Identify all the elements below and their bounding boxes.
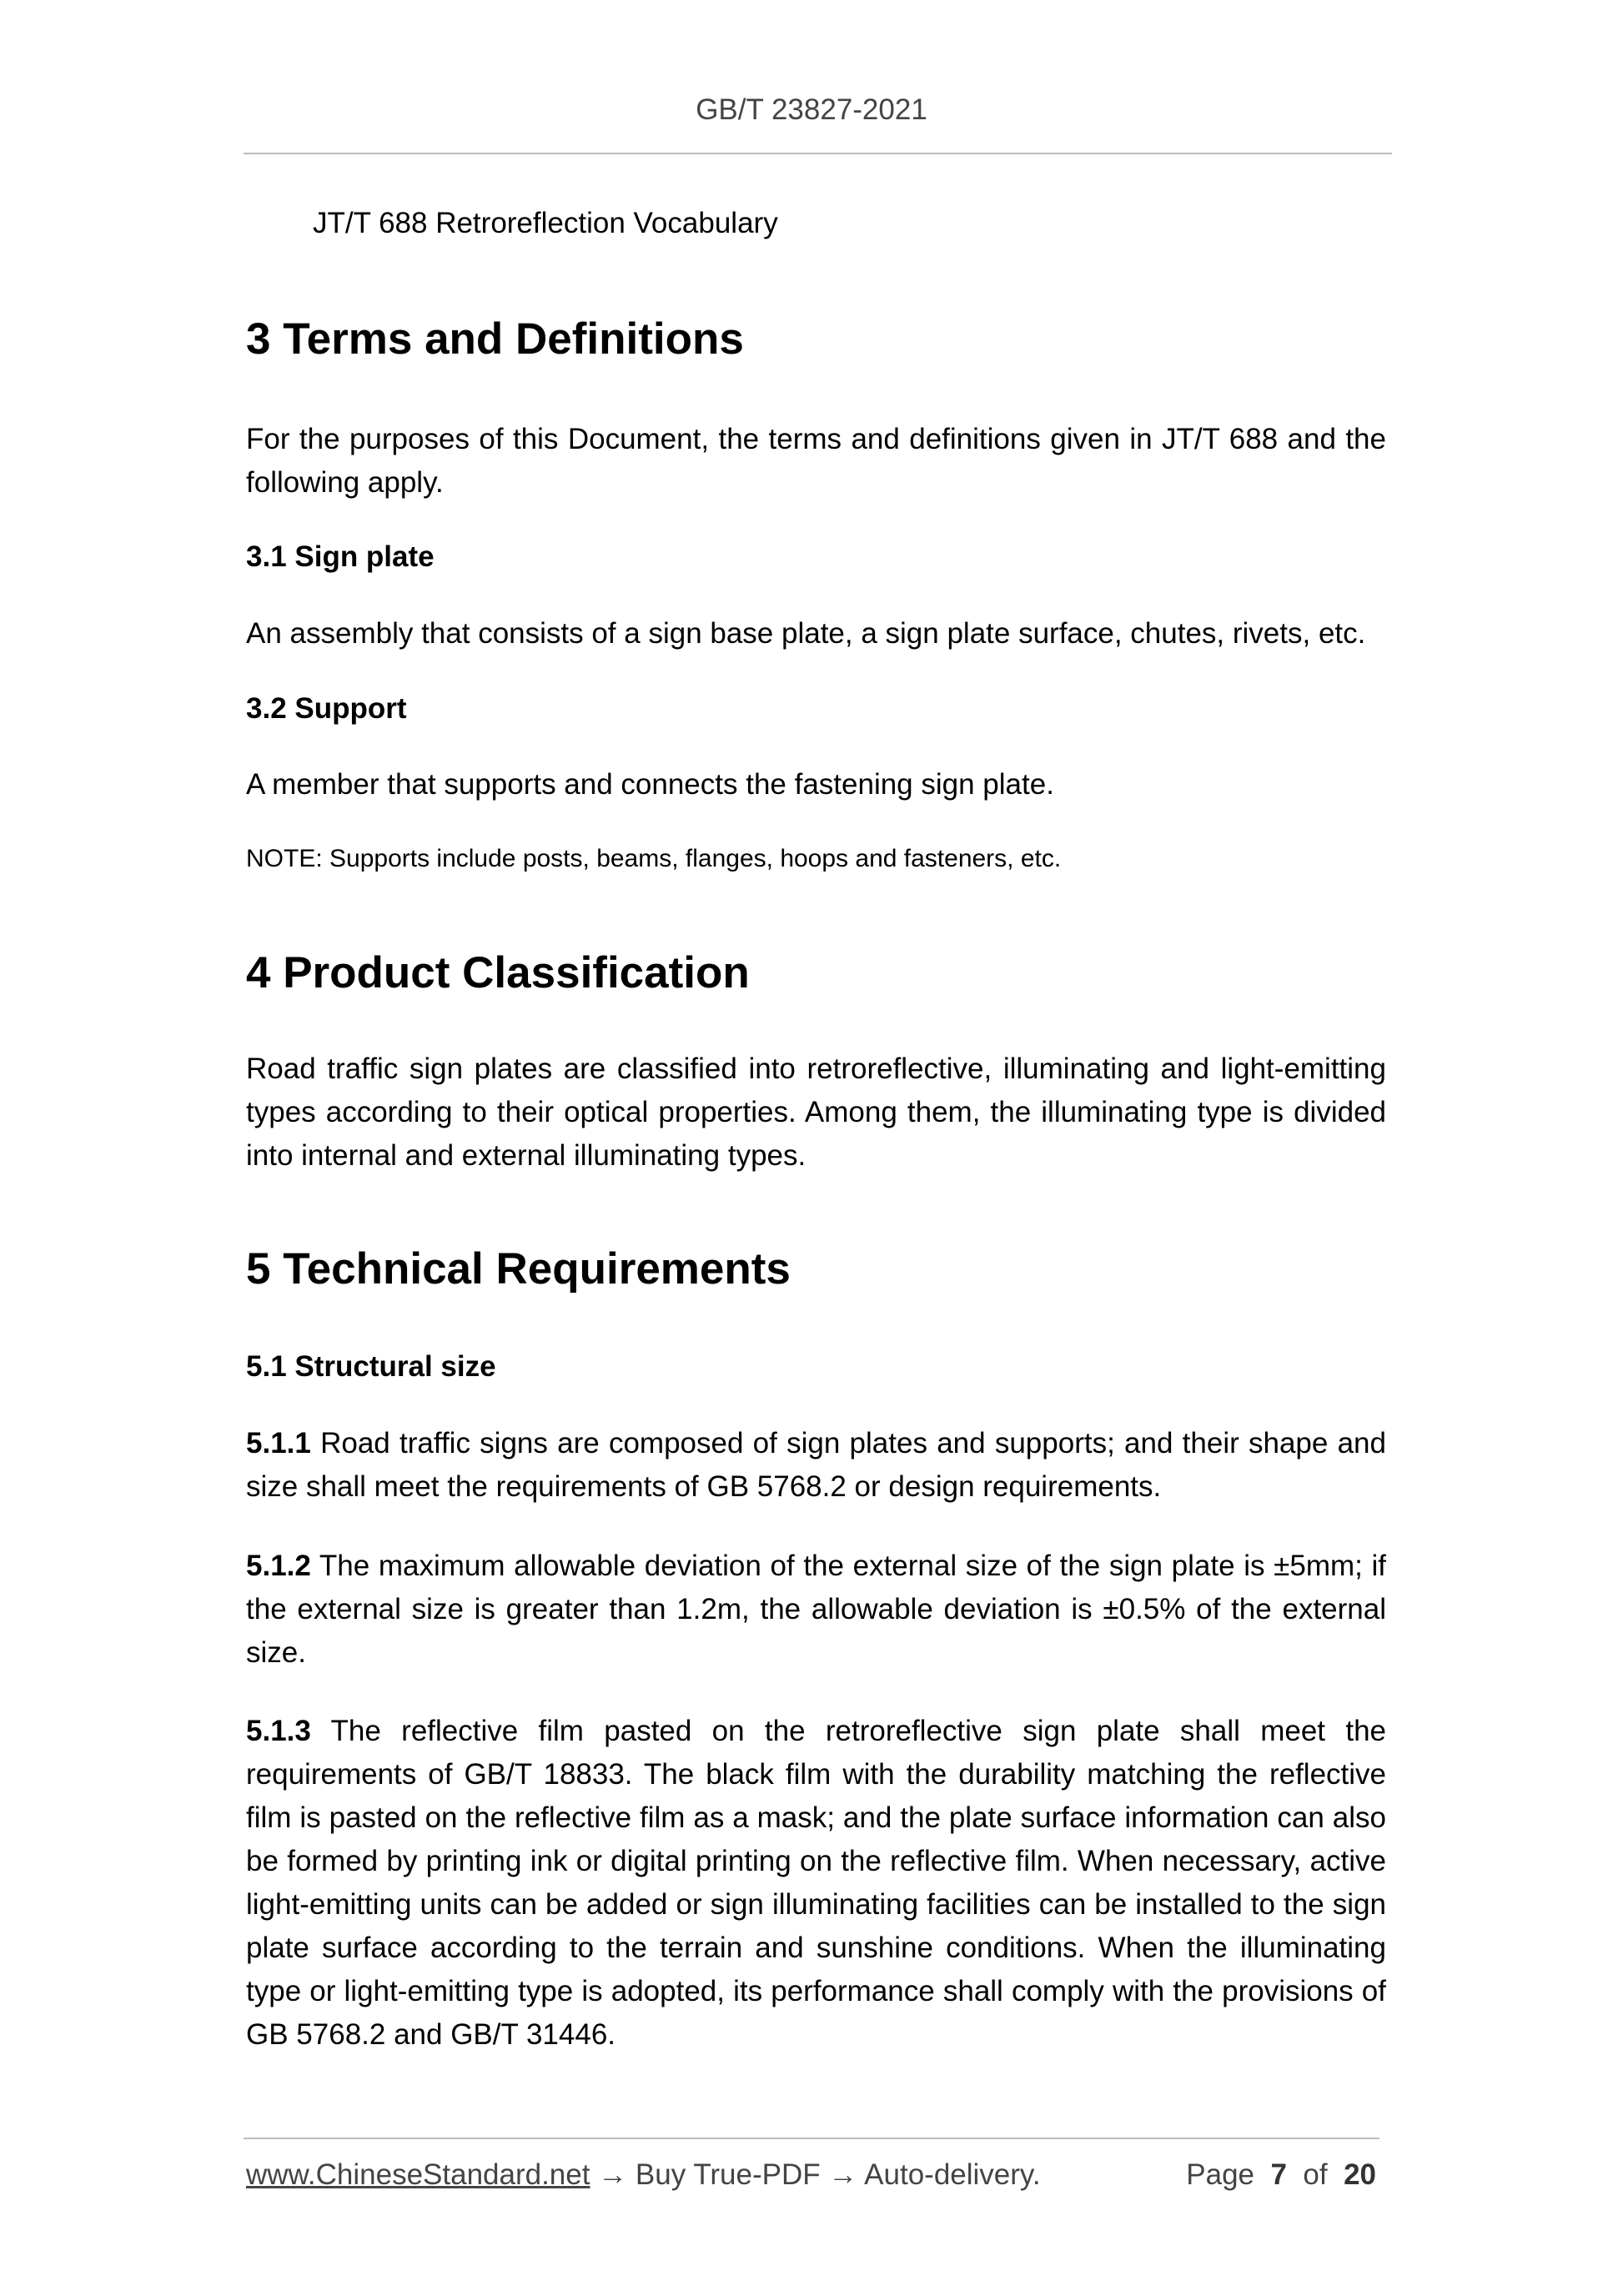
page-of-label: of — [1303, 2158, 1328, 2191]
clause-5-1-2-number: 5.1.2 — [246, 1550, 311, 1582]
section-3-intro-line2: following apply. — [246, 466, 444, 499]
section-3-intro-line1: For the purposes of this Document, the terms and definitions given in JT/T 688 and the — [246, 423, 1386, 455]
reference-line: JT/T 688 Retroreflection Vocabulary — [313, 207, 778, 239]
clause-5-1-1-text: Road traffic signs are composed of sign plates and supports; and their shape and size shall meet the requirements of GB 5768.2 or design requirements. — [246, 1427, 1386, 1503]
header-divider — [244, 153, 1392, 154]
clause-5-1-2 — [246, 1545, 1386, 1675]
term-3-1-text: An assembly that consists of a sign base plate, a sign plate surface, chutes, rivets, etc. — [246, 617, 1366, 650]
term-3-2-heading: 3.2 Support — [246, 692, 407, 725]
clause-5-1-1 — [246, 1422, 1386, 1509]
footer-website-link[interactable]: www.ChineseStandard.net — [246, 2158, 590, 2191]
clause-5-1-1-number: 5.1.1 — [246, 1427, 311, 1459]
page-total: 20 — [1344, 2158, 1376, 2191]
section-4-title: 4 Product Classification — [246, 948, 750, 997]
clause-5-1-3-text: The reflective film pasted on the retroreflective sign plate shall meet the requirements of GB/T 18833. The black film with the durability matching the reflective film is pasted on the reflective film as a mask; and the plate surface information can also be formed by printing ink or digital printing on the reflective film. When necessary, active light-emitting units can be added or sign illuminating facilities can be installed to the sign plate surface according to the terrain and sunshine conditions. When the illuminating type or light-emitting type is adopted, its performance shall comply with the provisions of GB 5768.2 and GB/T 31446. — [246, 1715, 1386, 2051]
clause-5-1-3 — [246, 1710, 1386, 2057]
section-4-text: Road traffic sign plates are classified into retroreflective, illuminating and light-emitting types according to their optical properties. Among them, the illuminating type is divided into internal and external illuminating types. — [246, 1053, 1386, 1172]
page-footer — [246, 2158, 1376, 2192]
footer-tagline: → Buy True-PDF → Auto-delivery. — [590, 2158, 1041, 2191]
section-3-title: 3 Terms and Definitions — [246, 314, 744, 364]
term-note: NOTE: Supports include posts, beams, flanges, hoops and fasteners, etc. — [246, 845, 1062, 872]
subsection-5-1-heading: 5.1 Structural size — [246, 1350, 496, 1383]
clause-5-1-2-text: The maximum allowable deviation of the external size of the sign plate is ±5mm; if the external size is greater than 1.2m, the allowable deviation is ±0.5% of the external size. — [246, 1550, 1386, 1669]
footer-divider — [244, 2138, 1379, 2139]
document-code: GB/T 23827-2021 — [696, 93, 927, 126]
term-3-2-text: A member that supports and connects the fastening sign plate. — [246, 768, 1054, 801]
page-current: 7 — [1270, 2158, 1287, 2191]
page-label: Page — [1186, 2158, 1255, 2191]
clause-5-1-3-number: 5.1.3 — [246, 1715, 311, 1747]
term-3-1-heading: 3.1 Sign plate — [246, 540, 435, 573]
section-5-title: 5 Technical Requirements — [246, 1244, 791, 1294]
page-number — [1186, 2158, 1376, 2192]
